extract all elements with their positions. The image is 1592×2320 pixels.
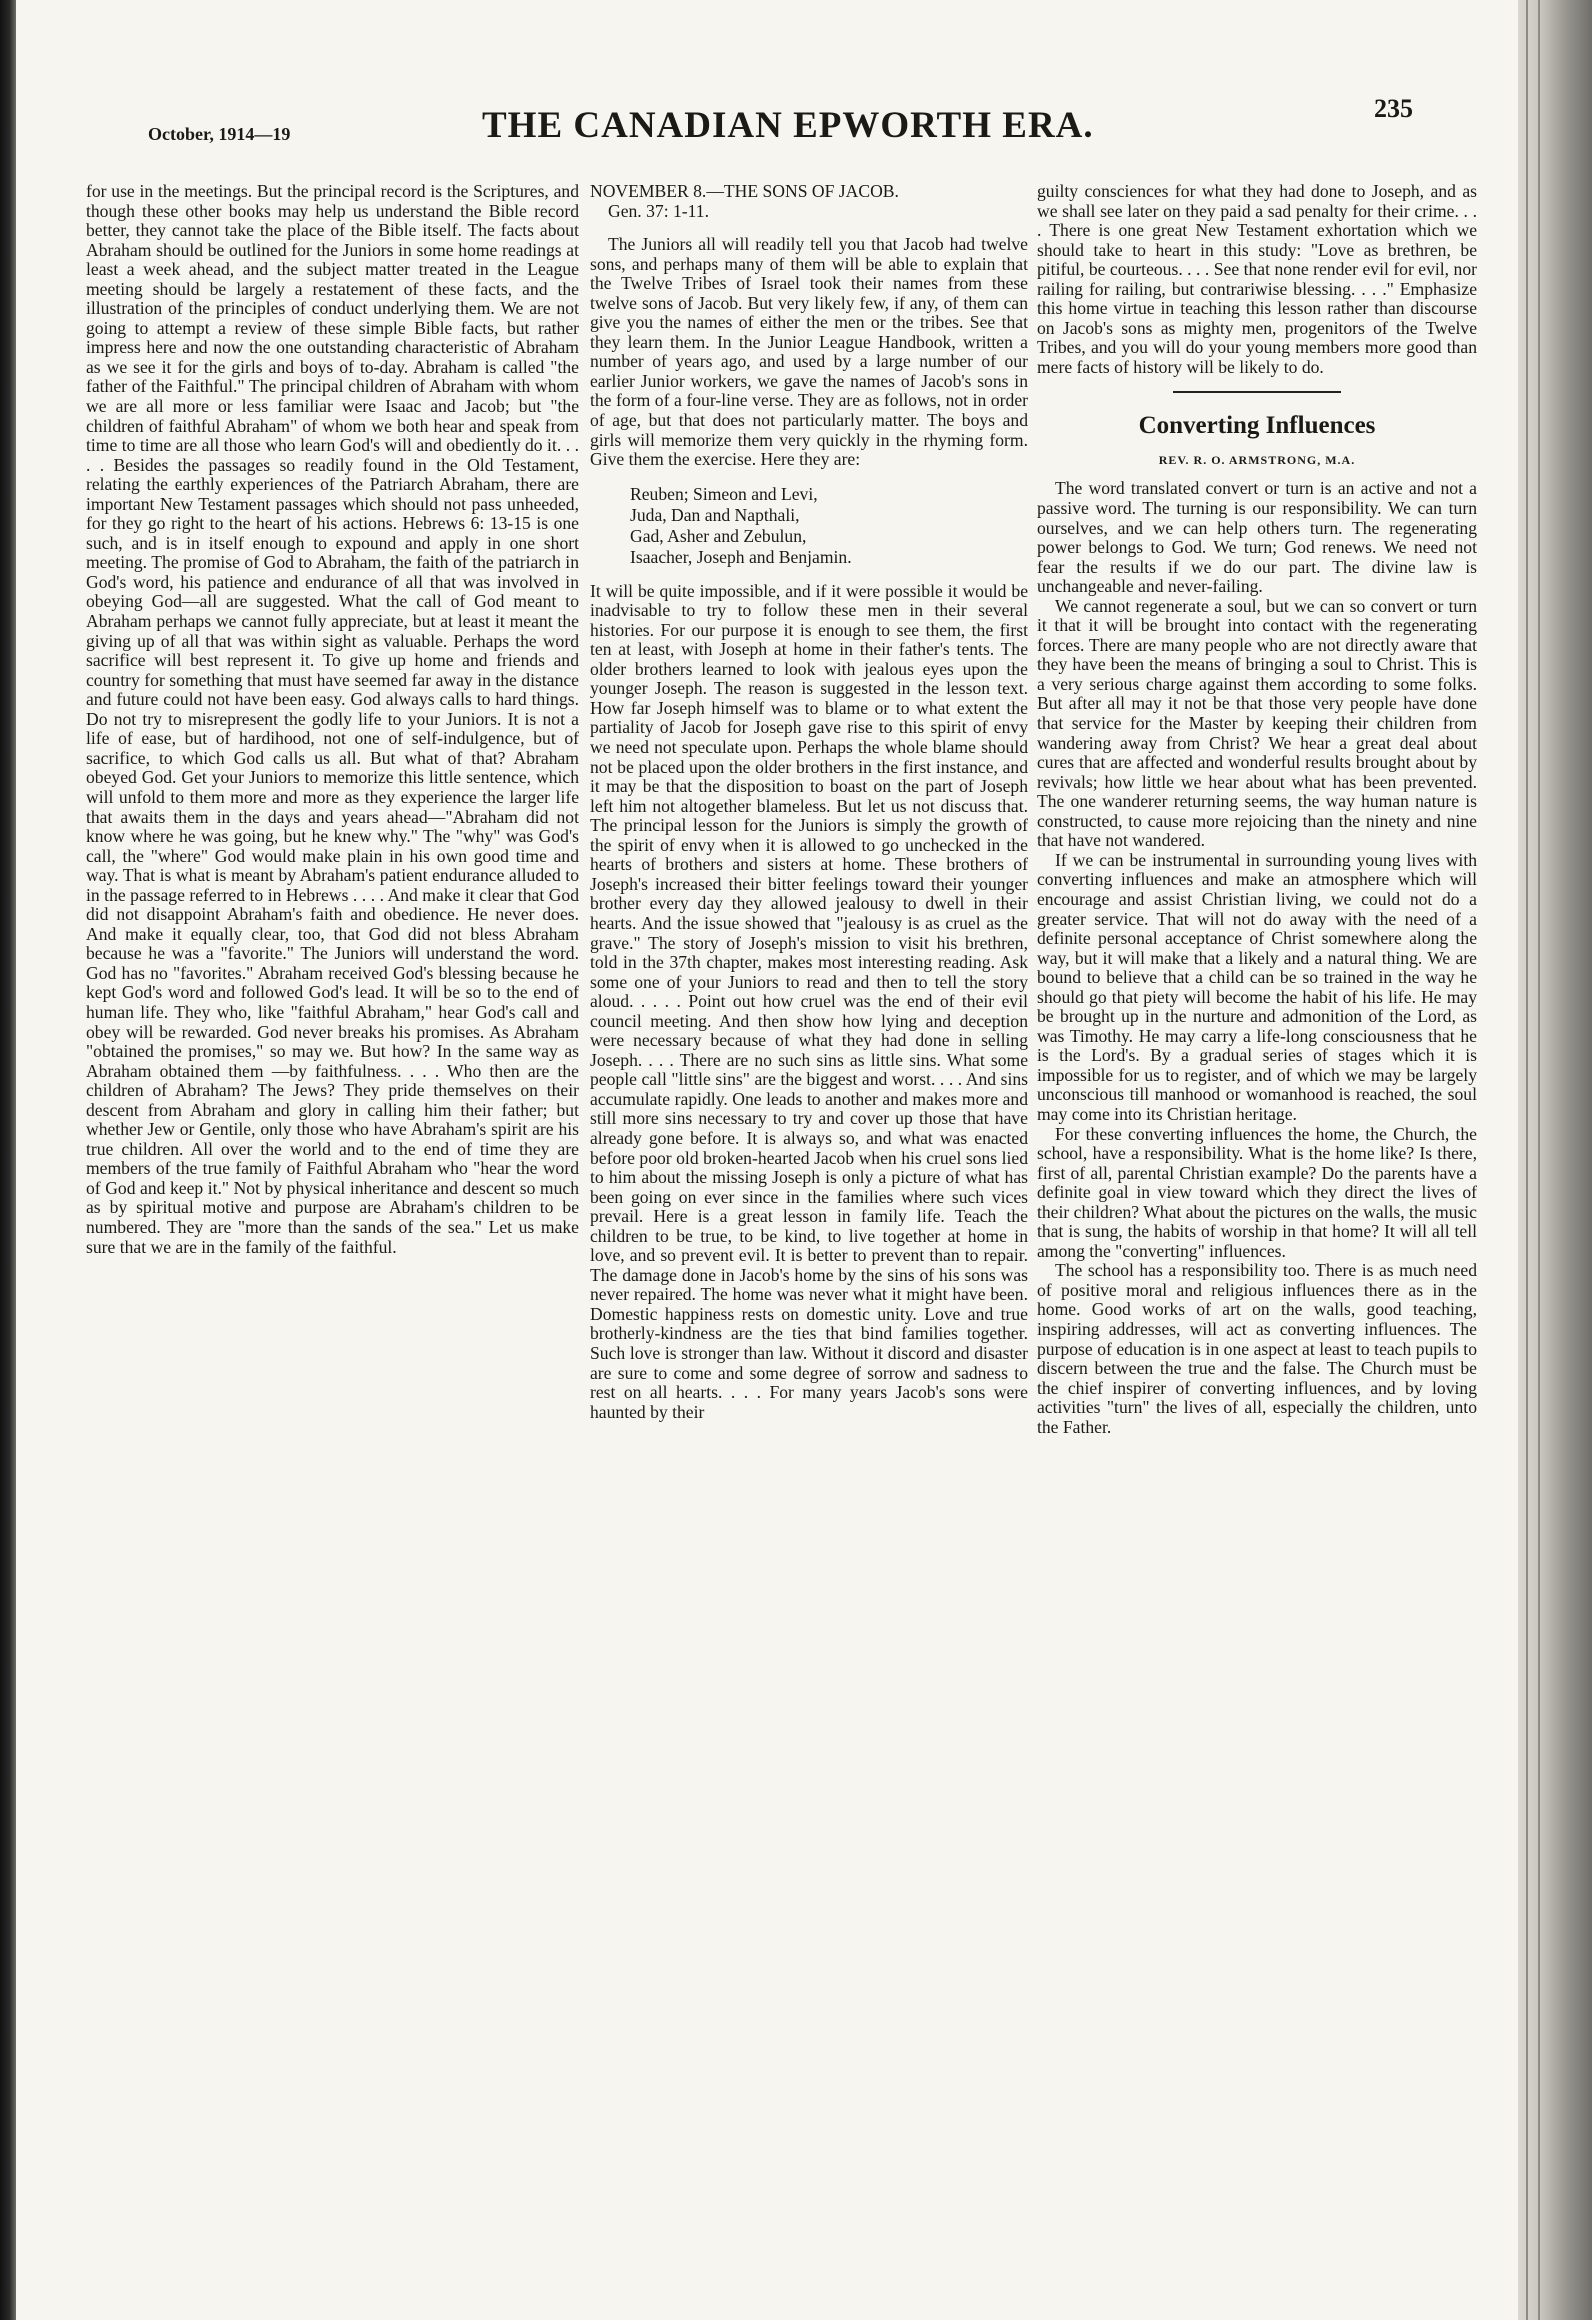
verse-line: Juda, Dan and Napthali,	[630, 504, 800, 525]
paragraph: For these converting influences the home, the Church, the school, have a responsibility. What is the home like? Is there, first of all, parental Christian example? Do the parents have a definite goal in view toward which they direct the lives of their children? What about the pictures on the walls, the music that is sung, the habits of worship in that home? It will all tell among the "converting" influences.	[1037, 1123, 1477, 1261]
article-byline: REV. R. O. ARMSTRONG, M.A.	[1158, 453, 1356, 468]
verse-line: Gad, Asher and Zebulun,	[630, 525, 807, 546]
scan-left-margin	[0, 0, 16, 2320]
verse-block	[630, 484, 1028, 568]
paragraph: The Juniors all will readily tell you that Jacob had twelve sons, and perhaps many of them will be able to explain that the Twelve Tribes of Israel took their names from these twelve sons of Jacob. But very likely few, if any, of them can give you the names of either the men or the tribes. See that they learn them. In the Junior League Handbook, written a number of years ago, and used by a large number of our earlier Junior workers, we gave the names of Jacob's sons in the form of a four-line verse. They are as follows, not in order of age, but that does not particularly matter. The boys and girls will memorize them very quickly in the rhyming form. Give them the exercise. Here they are:	[590, 234, 1028, 470]
scan-right-margin	[1518, 0, 1592, 2320]
paragraph: The school has a responsibility too. There is as much need of positive moral and religious influences there as in the home. Good works of art on the walls, good teaching, inspiring addresses, will act as converting influences. The purpose of education is in one aspect at least to teach pupils to discern between the true and the false. The Church must be the chief inspirer of converting influences, and by loving activities "turn" the lives of all, especially the children, unto the Father.	[1037, 1260, 1477, 1437]
magazine-page	[16, 0, 1518, 2320]
column-3	[1037, 182, 1477, 1437]
lesson-scripture-reference: Gen. 37: 1-11.	[608, 200, 709, 221]
paragraph: The word translated convert or turn is an active and not a passive word. The turning is our responsibility. We can turn ourselves, and we can help others turn. The regenerating power belongs to God. We turn; God renews. We need not fear the results if we do our part. The divine law is unchangeable and never-failing.	[1037, 478, 1477, 597]
column-1	[86, 182, 579, 1257]
paragraph: for use in the meetings. But the principal record is the Scriptures, and though these other books may help us understand the Bible record better, they cannot take the place of the Bible itself. The facts about Abraham should be outlined for the Juniors in some home readings at least a week ahead, and the subject matter treated in the League meeting should be largely a restatement of these facts, and the illustration of the principles of conduct underlying them. We are not going to attempt a review of these simple Bible facts, but rather impress here and now the one outstanding characteristic of Abraham as we see it for the girls and boys of to-day. Abraham is called "the father of the Faithful." The principal children of Abraham with whom we are all more or less familiar were Isaac and Jacob; but "the children of faithful Abraham" of whom we both hear and speak from time to time are all those who learn God's will and obediently do it. . . . . Besides the passages so readily found in the Old Testament, relating the earthly experiences of the Patriarch Abraham, there are important New Testament passages which should not pass unheeded, for they go right to the heart of his actions. Hebrews 6: 13-15 is one such, and is in itself enough to expound and apply in one short meeting. The promise of God to Abraham, the faith of the patriarch in God's word, his patience and endurance of all that was involved in obeying God—all are suggested. What the call of God meant to Abraham perhaps we cannot fully appreciate, but at least it meant the giving up of all that was within sight as valuable. Perhaps the word sacrifice will best represent it. To give up home and friends and country for something that must have seemed far away in the distance and future could not have been easy. God always calls to hard things. Do not try to misrepresent the godly life to your Juniors. It is not a life of ease, but of hardihood, not one of self-indulgence, but of sacrifice, to which God calls us all. But what of that? Abraham obeyed God. Get your Juniors to memorize this little sentence, which will unfold to them more and more as they experience the larger life that awaits them in the days and years ahead—"Abraham did not know where he was going, but he knew why." The "why" was God's call, the "where" God would make plain in his own good time and way. That is what is meant by Abraham's patient endurance alluded to in the passage referred to in Hebrews . . . . And make it clear that God did not disappoint Abraham's faith and obedience. He never does. And make it equally clear, too, that God did not bless Abraham because he was a "favorite." The Juniors will understand the word. God has no "favorites." Abraham received God's blessing because he kept God's word and followed God's lead. It will be so to the end of human life. They who, like "faithful Abraham," hear God's call and obey will be rewarded. God never breaks his promises. As Abraham "obtained the promises," so may we. But how? In the same way as Abraham obtained them —by faithfulness. . . . Who then are the children of Abraham? The Jews? They pride themselves on their descent from Abraham and glory in calling him their father; but whether Jew or Gentile, only those who have Abraham's spirit are his true children. All over the world and to the end of time they are members of the true family of Faithful Abraham who "hear the word of God and keep it." Not by physical inheritance and descent so much as by spiritual motive and purpose are Abraham's children to be numbered. They are "more than the sands of the sea." Let us make sure that we are in the family of the faithful.	[86, 181, 579, 1257]
verse-line: Isaacher, Joseph and Benjamin.	[630, 546, 852, 567]
page-fold-line	[1538, 0, 1540, 2320]
paragraph: guilty consciences for what they had done to Joseph, and as we shall see later on they paid a sad penalty for their crime. . . . There is one great New Testament exhortation which we should take to heart in this study: "Love as brethren, be pitiful, be courteous. . . . See that none render evil for evil, nor railing for railing, but contrariwise blessing. . . ." Emphasize this home virtue in teaching this lesson rather than discourse on Jacob's sons as mighty men, progenitors of the Twelve Tribes, and you will do your young members more good than mere facts of history will be likely to do.	[1037, 181, 1477, 377]
verse-line: Reuben; Simeon and Levi,	[630, 483, 818, 504]
paragraph: We cannot regenerate a soul, but we can so convert or turn it that it will be brought into contact with the regenerating forces. There are many people who are not directly aware that they have been the means of bringing a soul to Christ. This is a very serious charge against them according to some folks. But after all may it not be that those very people have done that service for the Master by keeping their children from wandering away from Christ? We hear a great deal about cures that are affected and wonderful results brought about by revivals; how little we hear about what has been prevented. The one wanderer returning seems, the way human nature is constructed, to cause more rejoicing than the ninety and nine that have not wandered.	[1037, 595, 1477, 851]
article-title: Converting Influences	[1138, 412, 1376, 440]
paragraph: It will be quite impossible, and if it were possible it would be inadvisable to try to follow these men in their several histories. For our purpose it is enough to see them, the first ten at least, with Joseph at home in their father's tents. The older brothers learned to look with jealous eyes upon the younger Joseph. The reason is suggested in the lesson text. How far Joseph himself was to blame or to what extent the partiality of Jacob for Joseph gave rise to this spirit of envy we need not speculate upon. Perhaps the whole blame should not be placed upon the older brothers in the first instance, and it may be that the disposition to boast on the part of Joseph left him not altogether blameless. But let us not discuss that. The principal lesson for the Juniors is simply the growth of the spirit of envy when it is allowed to go unchecked in the hearts of brothers and sisters at home. These brothers of Joseph's increased their bitter feelings toward their younger brother every day they allowed jealousy to dwell in their hearts. And the issue showed that "jealousy is as cruel as the grave." The story of Joseph's mission to visit his brethren, told in the 37th chapter, makes most interesting reading. Ask some one of your Juniors to read and then to tell the story aloud. . . . . Point out how cruel was the end of their evil council meeting. And then show how lying and deception were necessary because of what they had done in selling Joseph. . . . There are no such sins as little sins. What some people call "little sins" are the biggest and worst. . . . And sins accumulate rapidly. One leads to another and makes more and still more sins necessary to try and cover up those that have already gone before. It is always so, and what was enacted before poor old broken-hearted Jacob when his cruel sons lied to him about the missing Joseph is only a picture of what has been going on ever since in the families where such vices prevail. Here is a great lesson in family life. Teach the children to be true, to be kind, to live together at home in love, and so prevent evil. It is better to prevent than to repair. The damage done in Jacob's home by the sins of his sons was never repaired. The home was never what it might have been. Domestic happiness rests on domestic unity. Love and true brotherly-kindness are the ties that bind families together. Such love is stronger than law. Without it discord and disaster are sure to come and some degree of sorrow and sadness to rest on all hearts. . . . For many years Jacob's sons were haunted by their	[590, 580, 1028, 1422]
paragraph: If we can be instrumental in surrounding young lives with converting influences and make an atmosphere which will encourage and assist Christian living, we could not do a greater service. That will not do away with the need of a definite personal acceptance of Christ somewhere along the way, but it will make that a likely and a natural thing. We are bound to believe that a child can be so trained in the way he should go that piety will become the habit of his life. He may be brought up in the nurture and admonition of the Lord, as was Timothy. He may carry a life-long consciousness that he is the Lord's. By a gradual series of stages which it is impossible for us to register, and of which we may be largely unconscious till manhood or womanhood is reached, the soul may come into its Christian heritage.	[1037, 849, 1477, 1124]
section-divider	[1173, 391, 1341, 393]
masthead-title: THE CANADIAN EPWORTH ERA.	[482, 105, 1094, 146]
column-2	[590, 182, 1028, 1422]
lesson-heading: NOVEMBER 8.—THE SONS OF JACOB.	[590, 181, 899, 201]
page-fold-line	[1526, 0, 1528, 2320]
issue-date: October, 1914—19	[148, 124, 291, 144]
page-number: 235	[1374, 94, 1413, 123]
page-header	[16, 84, 1518, 144]
